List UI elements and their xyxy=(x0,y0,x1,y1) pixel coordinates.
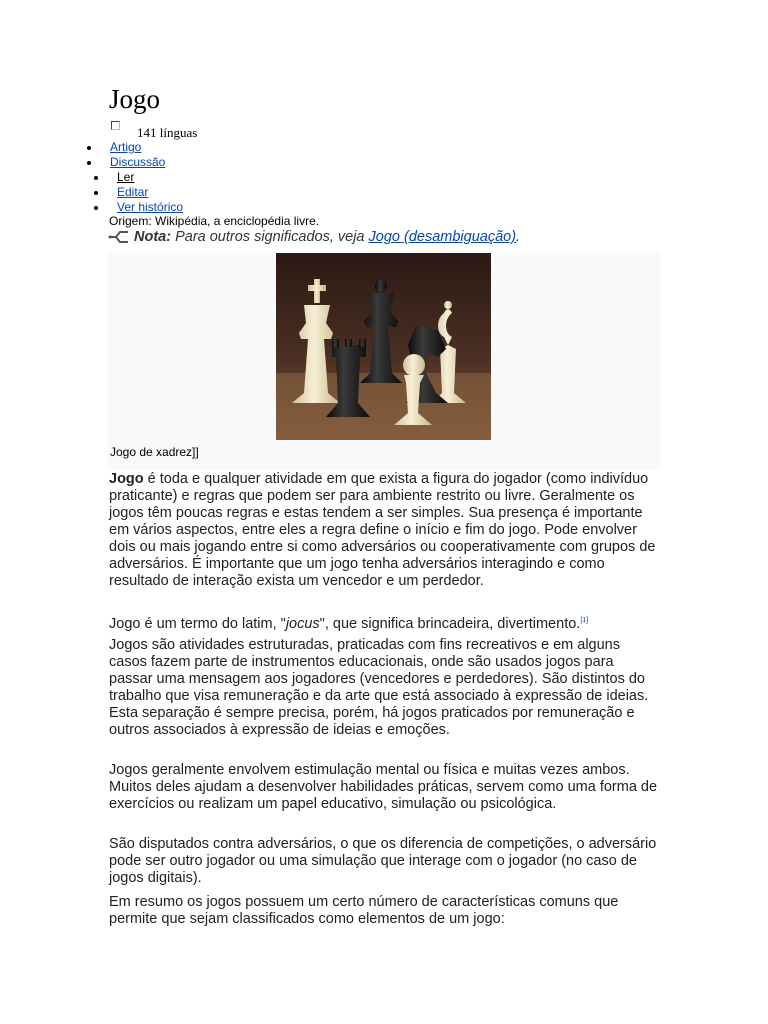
chess-pieces-photo[interactable] xyxy=(276,253,491,440)
paragraph-intro xyxy=(109,471,659,590)
paragraph-summary: Em resumo os jogos possuem um certo número de características comuns que permite que sejam classificados como elementos de um jogo: xyxy=(109,894,619,927)
figure-caption: Jogo de xadrez]] xyxy=(110,445,199,459)
page-title: Jogo xyxy=(109,84,161,114)
term-bold: Jogo xyxy=(109,471,144,487)
note-text: Para outros significados, veja xyxy=(171,229,369,245)
disambiguation-link[interactable]: Jogo (desambiguação) xyxy=(368,229,517,245)
bullet xyxy=(87,161,91,165)
paragraph-text: ", que significa brincadeira, divertimento. xyxy=(319,616,581,632)
figure-box xyxy=(108,253,660,470)
paragraph-etymology xyxy=(109,612,659,633)
bullet xyxy=(94,191,98,195)
language-count[interactable]: 141 línguas xyxy=(137,125,198,140)
paragraph-structured: Jogos são atividades estruturadas, praticadas com fins recreativos e em alguns casos fazem parte de instrumentos educacionais, onde são usados jogos para passar uma mensagem aos jogadores (vencedores e perdedores). São distintos do trabalho que visa remuneração e da arte que está associado à expressão de ideias. Esta separação é sempre precisa, porém, há jogos praticados por remuneração e outros associados à expressão de ideias e emoções. xyxy=(109,637,649,738)
disambiguation-note xyxy=(108,228,520,245)
tab-edit[interactable]: Editar xyxy=(117,185,149,199)
tab-discussion[interactable]: Discussão xyxy=(110,155,166,169)
bullet xyxy=(94,206,98,210)
note-label: Nota: xyxy=(134,229,172,245)
paragraph-stimulation: Jogos geralmente envolvem estimulação mental ou física e muitas vezes ambos. Muitos deles ajudam a desenvolver habilidades práticas, servem como uma forma de exercícios ou realizam um papel educativo, simulação ou psicológica. xyxy=(109,762,658,812)
reference-link[interactable]: [1] xyxy=(580,617,589,624)
bullet xyxy=(87,146,91,150)
paragraph-text: é toda e qualquer atividade em que exista a figura do jogador (como indivíduo praticante) e regras que podem ser para ambiente restrito ou livre. Geralmente os jogos têm poucas regras e estas tendem a ser simples. Sua presença é importante em vários aspectos, entre eles a regra define o início e fim do jogo. Pode envolver dois ou mais jogando entre si como adversários ou cooperativamente com grupos de adversários. É importante que um jogo tenha adversários interagindo e como resultado de interação exista um vencedor e um perdedor. xyxy=(109,471,656,589)
paragraph-adversaries: São disputados contra adversários, o que os diferencia de competições, o adversário pode ser outro jogador ou uma simulação que interage com o jogador (no caso de jogos digitais). xyxy=(109,836,657,886)
disambiguation-icon xyxy=(108,228,130,244)
paragraph-text: Jogo é um termo do latim, " xyxy=(109,616,286,632)
tab-history[interactable]: Ver histórico xyxy=(117,200,184,214)
bullet xyxy=(94,176,98,180)
tab-article[interactable]: Artigo xyxy=(110,140,142,154)
origin-text: Origem: Wikipédia, a enciclopédia livre. xyxy=(109,214,320,228)
latin-term: jocus xyxy=(285,616,320,632)
note-end: . xyxy=(516,229,521,245)
language-checkbox-icon[interactable] xyxy=(111,121,120,130)
tab-read[interactable]: Ler xyxy=(117,170,135,184)
